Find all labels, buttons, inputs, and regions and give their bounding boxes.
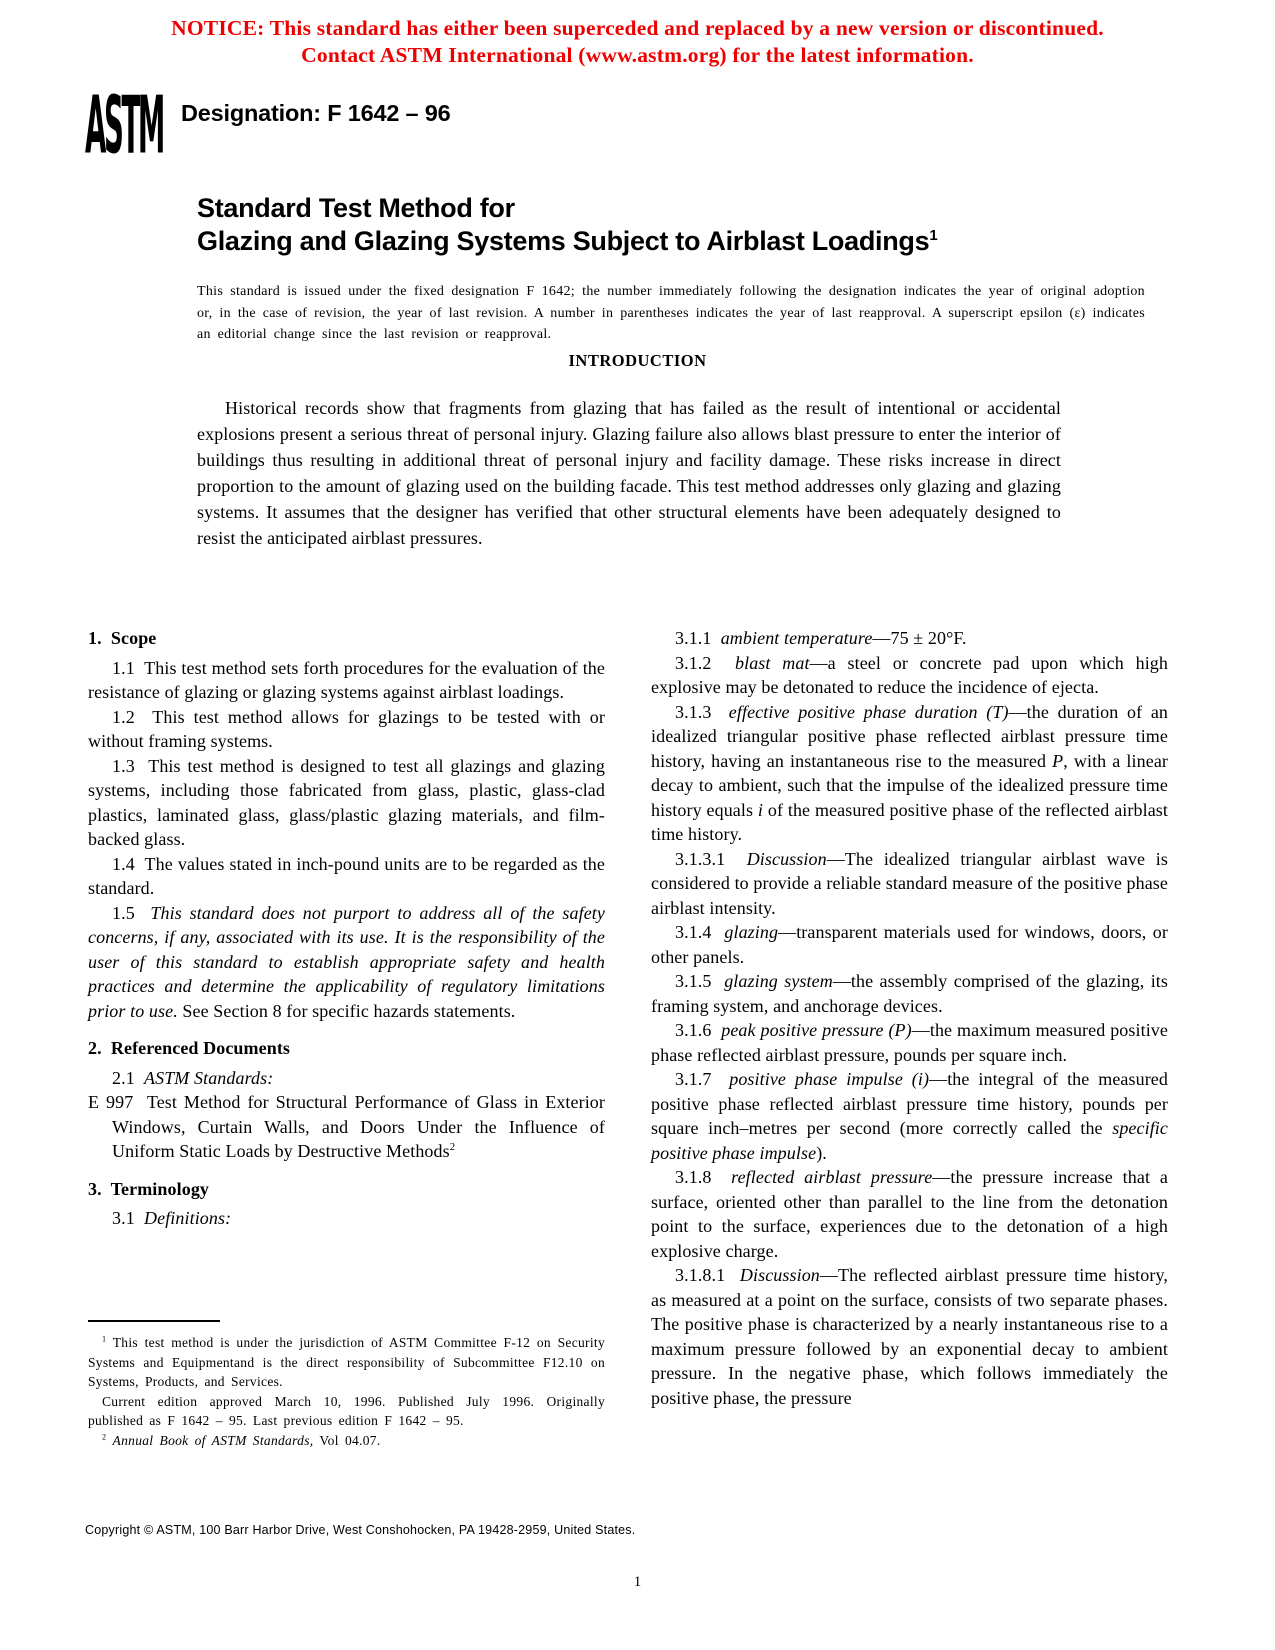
paragraph: 2.1 ASTM Standards: xyxy=(112,1067,274,1088)
footnote-list xyxy=(88,1333,605,1450)
paragraph: 3.1.6 peak positive pressure (P)—the maximum measured positive phase reflected airblast pressure, pounds per square inch. xyxy=(651,1020,1168,1065)
paragraph: 3.1.3.1 Discussion—The idealized triangular airblast wave is considered to provide a reliable standard measure of the positive phase airblast intensity. xyxy=(651,848,1168,918)
discontinuation-notice xyxy=(0,15,1275,69)
paragraph: 3.1 Definitions: xyxy=(112,1208,232,1228)
section-heading: 1. Scope xyxy=(88,628,157,648)
footnote: $^1$ This test method is under the jurisdiction of ASTM Committee F-12 on Security Systems and Equipmentand is the direct responsibility of Subcommittee F12.10 on Systems, Products, and Services. xyxy=(88,1334,605,1389)
notice-line-2: Contact ASTM International (www.astm.org) for the latest information. xyxy=(301,43,974,67)
paragraph: 3.1.4 glazing—transparent materials used for windows, doors, or other panels. xyxy=(651,922,1168,967)
paragraph: 3.1.5 glazing system—the assembly comprised of the glazing, its framing system, and anchorage devices. xyxy=(651,971,1168,1016)
paragraph: 1.1 This test method sets forth procedures for the evaluation of the resistance of glazing or glazing systems against airblast loadings. xyxy=(88,657,605,702)
document-title xyxy=(197,192,937,258)
designation-row xyxy=(85,86,450,164)
svg-text:ASTM: ASTM xyxy=(85,86,163,164)
paragraph: 3.1.8 reflected airblast pressure—the pressure increase that a surface, oriented other than parallel to the line from the detonation point to the surface, experiences due to the detonation of a high explosive charge. xyxy=(651,1167,1168,1261)
title-footnote-marker: 1 xyxy=(929,227,938,244)
issuance-note: This standard is issued under the fixed designation F 1642; the number immediately following the designation indicates the year of original adoption or, in the case of revision, the year of last revision. A number in parentheses indicates the year of last reapproval. A superscript epsilon (ε) indicates an editorial change since the last revision or reapproval. xyxy=(197,284,1145,342)
paragraph: 1.3 This test method is designed to test all glazings and glazing systems, including those fabricated from glass, plastic, glass-clad plastics, laminated glass, glass/plastic glazing materials, and film-backed glass. xyxy=(88,755,605,849)
footnote: Current edition approved March 10, 1996. Published July 1996. Originally published as F 1642 – 95. Last previous edition F 1642 – 95. xyxy=(88,1393,605,1428)
title-line-2-text: Glazing and Glazing Systems Subject to Airblast Loadings xyxy=(197,226,930,256)
paragraph: 3.1.8.1 Discussion—The reflected airblast pressure time history, as measured at a point on the surface, consists of two separate phases. The positive phase is characterized by a nearly instantaneous rise to a maximum pressure followed by an exponential decay to ambient pressure. In the negative phase, which follows immediately the positive phase, the pressure xyxy=(651,1265,1168,1408)
paragraph: 3.1.7 positive phase impulse (i)—the integral of the measured positive phase reflected airblast pressure time history, pounds per square inch–metres per second (more correctly called the specific positive phase impulse). xyxy=(651,1069,1168,1163)
paragraph: 1.5 This standard does not purport to address all of the safety concerns, if any, associated with its use. It is the responsibility of the user of this standard to establish appropriate safety and health practices and determine the applicability of regulatory limitations prior to use. See Section 8 for specific hazards statements. xyxy=(88,902,605,1021)
section-heading: 3. Terminology xyxy=(88,1178,210,1199)
right-column xyxy=(651,626,1168,1410)
copyright-line: Copyright © ASTM, 100 Barr Harbor Drive, West Conshohocken, PA 19428-2959, United States. xyxy=(85,1523,636,1537)
introduction-paragraph: Historical records show that fragments from glazing that has failed as the result of intentional or accidental explosions present a serious threat of personal injury. Glazing failure also allows blast pressure to enter the interior of buildings thus resulting in additional threat of personal injury and facility damage. These risks increase in direct proportion to the amount of glazing used on the building facade. This test method addresses only glazing and glazing systems. It assumes that the designer has verified that other structural elements have been adequately designed to resist the anticipated airblast pressures. xyxy=(197,398,1061,548)
footnote-divider xyxy=(88,1320,220,1322)
title-line-2 xyxy=(197,225,937,258)
paragraph: 1.2 This test method allows for glazings to be tested with or without framing systems. xyxy=(88,706,605,751)
footnote-block xyxy=(88,1320,605,1450)
astm-logo-icon xyxy=(85,86,163,164)
paragraph: 3.1.1 ambient temperature—75 ± 20°F. xyxy=(675,628,967,648)
section-heading: 2. Referenced Documents xyxy=(88,1038,291,1058)
paragraph: 3.1.3 effective positive phase duration (T)—the duration of an idealized triangular positive phase reflected airblast pressure time history, having an instantaneous rise to the measured P, with a linear decay to ambient, such that the impulse of the idealized pressure time history equals i of the measured positive phase of the reflected airblast time history. xyxy=(651,701,1169,844)
footnote: $^2$ Annual Book of ASTM Standards, Vol 04.07. xyxy=(102,1432,381,1448)
page-number: 1 xyxy=(633,1574,642,1590)
notice-line-1: NOTICE: This standard has either been superceded and replaced by a new version or discontinued. xyxy=(171,16,1104,40)
introduction-heading: INTRODUCTION xyxy=(568,351,707,370)
paragraph: 1.4 The values stated in inch-pound units are to be regarded as the standard. xyxy=(88,853,605,898)
left-column xyxy=(88,626,605,1231)
designation-label: Designation: F 1642 – 96 xyxy=(181,100,451,126)
title-line-1: Standard Test Method for xyxy=(197,193,515,223)
paragraph: 3.1.2 blast mat—a steel or concrete pad upon which high explosive may be detonated to reduce the incidence of ejecta. xyxy=(651,652,1168,697)
paragraph: E 997 Test Method for Structural Performance of Glass in Exterior Windows, Curtain Walls, and Doors Under the Influence of Uniform Static Loads by Destructive Methods$^2$ xyxy=(88,1092,605,1161)
